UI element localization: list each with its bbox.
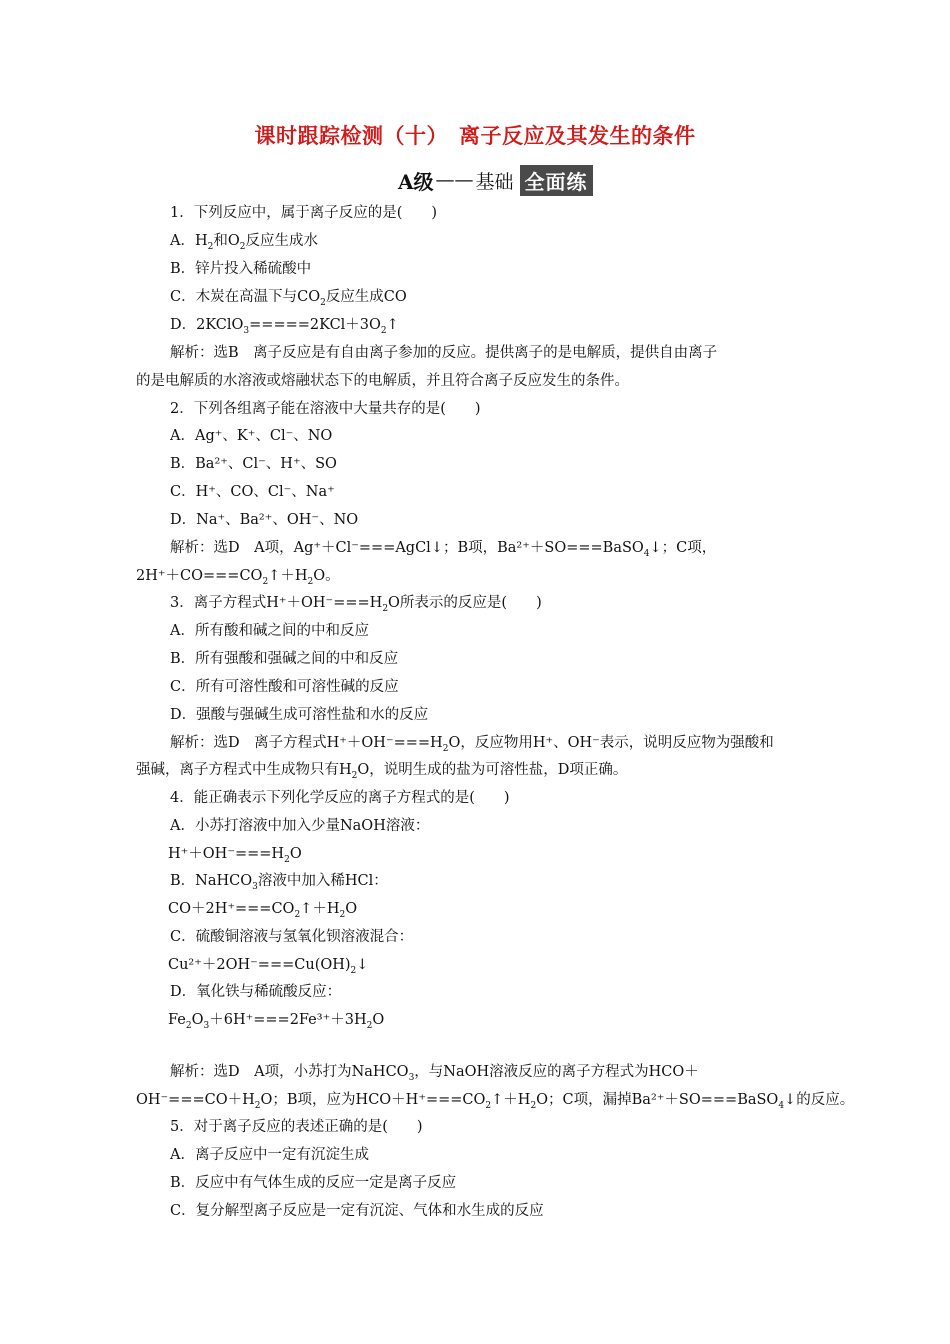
q2-option-a: A．Ag⁺、K⁺、Cl⁻、NO	[170, 428, 333, 444]
q4-option-a: A．小苏打溶液中加入少量NaOH溶液：	[170, 818, 430, 834]
level-heading	[398, 165, 593, 195]
page-title: 课时跟踪检测（十） 离子反应及其发生的条件	[254, 124, 696, 148]
level-dash: ——	[435, 169, 474, 191]
q1-option-b: B．锌片投入稀硫酸中	[170, 261, 312, 277]
q4-stem: 4．能正确表示下列化学反应的离子方程式的是( )	[170, 790, 510, 806]
q2-stem: 2．下列各组离子能在溶液中大量共存的是( )	[170, 401, 481, 417]
q2-analysis-line2: $2H^++CO===CO_2↑+H_2O$。	[136, 568, 340, 587]
q3-analysis-line2: 强碱，离子方程式中生成物只有$H_2O$，说明生成的盐为可溶性盐，D项正确。	[136, 762, 628, 781]
q4-option-d: D．氧化铁与稀硫酸反应：	[170, 984, 342, 1000]
q3-option-b: B．所有强酸和强碱之间的中和反应	[170, 651, 399, 667]
q1-stem: 1．下列反应中，属于离子反应的是( )	[170, 205, 438, 221]
q4-option-d-equation: $Fe_2O_3+6H^+===2Fe^{3+}+3H_2O$	[168, 1012, 385, 1031]
q1-analysis-line1: 解析：选B 离子反应是有自由离子参加的反应。提供离子的是电解质，提供自由离子	[170, 345, 718, 361]
q3-option-c: C．所有可溶性酸和可溶性碱的反应	[170, 679, 399, 695]
level-label: A级	[398, 169, 434, 194]
q4-option-c: C．硫酸铜溶液与氢氧化钡溶液混合：	[170, 929, 414, 945]
q3-option-a: A．所有酸和碱之间的中和反应	[170, 623, 369, 639]
q4-option-b-equation: $CO+2H^+===CO_2↑+H_2O$	[168, 901, 358, 920]
q5-stem: 5．对于离子反应的表述正确的是( )	[170, 1119, 423, 1135]
q1-analysis-line2: 的是电解质的水溶液或熔融状态下的电解质，并且符合离子反应发生的条件。	[136, 373, 629, 389]
q4-analysis-line1: 解析：选D A项，小苏打为NaHCO$_3$，与NaOH溶液反应的离子方程式为HCO＋	[170, 1064, 699, 1083]
q5-option-c: C．复分解型离子反应是一定有沉淀、气体和水生成的反应	[170, 1203, 544, 1219]
q1-option-d: D．$2KClO_3=====2KCl+3O_2↑$	[170, 317, 399, 336]
q5-option-a: A．离子反应中一定有沉淀生成	[170, 1147, 369, 1163]
q3-option-d: D．强酸与强碱生成可溶性盐和水的反应	[170, 707, 429, 723]
q4-analysis-line2: $OH^-===CO+H_2O$；B项，应为$HCO+H^+===CO_2↑+H_2O$；C项，漏掉Ba²⁺＋SO===BaSO$_4$↓的反应。	[136, 1092, 855, 1111]
q3-stem: 3．离子方程式$H^++OH^-===H_2O$所表示的反应是( )	[170, 595, 542, 614]
q5-option-b: B．反应中有气体生成的反应一定是离子反应	[170, 1175, 457, 1191]
level-base: 基础	[475, 170, 514, 193]
q4-option-a-equation: $H^++OH^-===H_2O$	[168, 846, 302, 865]
q2-option-d: D．Na⁺、Ba²⁺、OH⁻、NO	[170, 512, 359, 528]
q2-option-c: C．H⁺、CO、Cl⁻、Na⁺	[170, 484, 335, 500]
q1-option-c: C．木炭在高温下与$CO_2$反应生成CO	[170, 289, 407, 308]
level-badge: 全面练	[520, 165, 593, 196]
q4-option-b: B．NaHCO$_3$溶液中加入稀HCl：	[170, 873, 388, 892]
q2-analysis-line1: 解析：选D A项，Ag⁺＋Cl⁻===AgCl↓；B项，Ba²⁺＋SO===BaSO$_4$↓；C项，	[170, 540, 717, 559]
q1-option-a: A．$H_2$和$O_2$反应生成水	[170, 233, 318, 252]
q3-analysis-line1: 解析：选D 离子方程式$H^++OH^-===H_2O$，反应物用H⁺、OH⁻表示，说明反应物为强酸和	[170, 735, 774, 754]
q4-option-c-equation: $Cu^{2+}+2OH^-===Cu(OH)_2↓$	[168, 957, 369, 976]
q2-option-b: B．Ba²⁺、Cl⁻、H⁺、SO	[170, 456, 337, 472]
